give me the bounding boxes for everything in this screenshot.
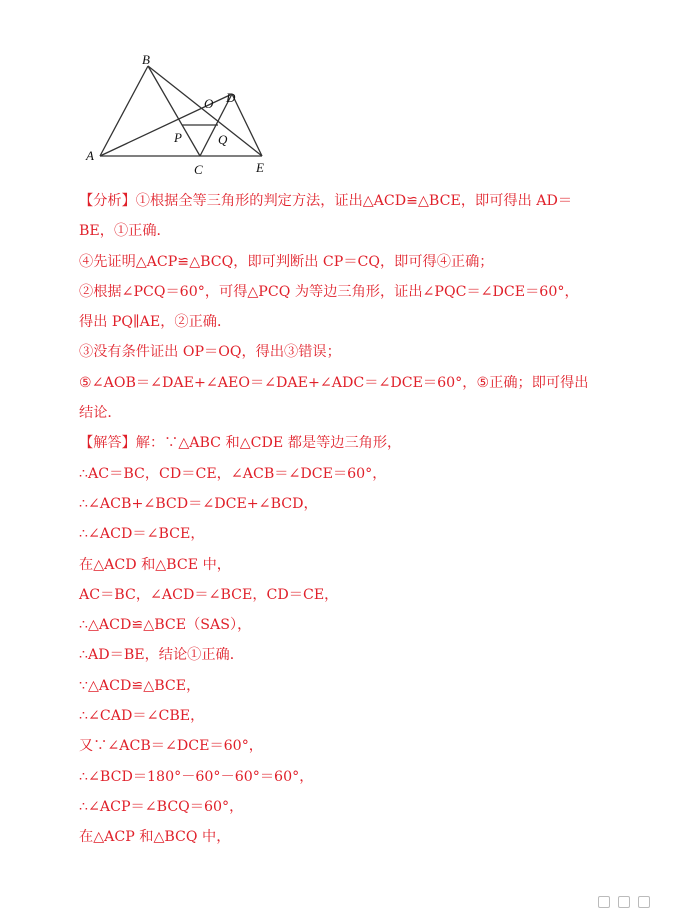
watermark-icon — [618, 896, 630, 908]
text-line: ⑤∠AOB＝∠DAE+∠AEO＝∠DAE+∠ADC＝∠DCE＝60°，⑤正确；即可得出 — [79, 374, 589, 391]
text-line: 得出 PQ∥AE，②正确． — [79, 314, 232, 331]
text-line: 在△ACD 和△BCE 中， — [79, 556, 231, 573]
text-line: ∵△ACD≌△BCE， — [79, 677, 201, 694]
text-line: BE，①正确． — [79, 223, 171, 240]
watermark-icon — [638, 896, 650, 908]
text-line: 又∵∠ACB＝∠DCE＝60°， — [79, 738, 263, 755]
text-line: ②根据∠PCQ＝60°，可得△PCQ 为等边三角形，证出∠PQC＝∠DCE＝60°， — [79, 283, 579, 300]
label-B: B — [142, 52, 150, 67]
label-Q: Q — [218, 132, 228, 147]
text-line: ④先证明△ACP≌△BCQ，即可判断出 CP＝CQ，即可得④正确； — [79, 253, 494, 270]
watermark-icon — [598, 896, 610, 908]
text-line: AC＝BC，∠ACD＝∠BCE，CD＝CE， — [79, 586, 339, 603]
text-line: ∴∠CAD＝∠CBE， — [79, 708, 205, 725]
geometry-figure — [80, 48, 280, 188]
label-E: E — [256, 160, 264, 175]
label-A: A — [86, 148, 94, 163]
text-line: ∴∠ACP＝∠BCQ＝60°， — [79, 798, 244, 815]
text-line: ∴∠BCD＝180°－60°－60°＝60°， — [79, 768, 314, 785]
text-line: 结论． — [79, 405, 122, 422]
text-line: 【解答】解：∵△ABC 和△CDE 都是等边三角形， — [79, 435, 402, 452]
label-O: O — [204, 96, 214, 111]
text-line: 【分析】①根据全等三角形的判定方法，证出△ACD≌△BCE，即可得出 AD＝ — [79, 193, 573, 209]
text-line: ∴∠ACD＝∠BCE， — [79, 526, 205, 543]
text-line: ∴AD＝BE，结论①正确． — [79, 647, 244, 664]
text-line: ∴∠ACB+∠BCD＝∠DCE+∠BCD， — [79, 495, 318, 512]
label-C: C — [194, 162, 203, 177]
text-line: ③没有条件证出 OP＝OQ，得出③错误； — [79, 344, 341, 361]
text-line: ∴AC＝BC，CD＝CE，∠ACB＝∠DCE＝60°， — [79, 465, 387, 482]
text-line: ∴△ACD≌△BCE（SAS）， — [79, 617, 252, 634]
text-line: 在△ACP 和△BCQ 中， — [79, 829, 231, 846]
watermark — [598, 896, 650, 908]
label-D: D — [226, 90, 236, 105]
label-P: P — [174, 130, 182, 145]
solution-text — [79, 186, 669, 853]
